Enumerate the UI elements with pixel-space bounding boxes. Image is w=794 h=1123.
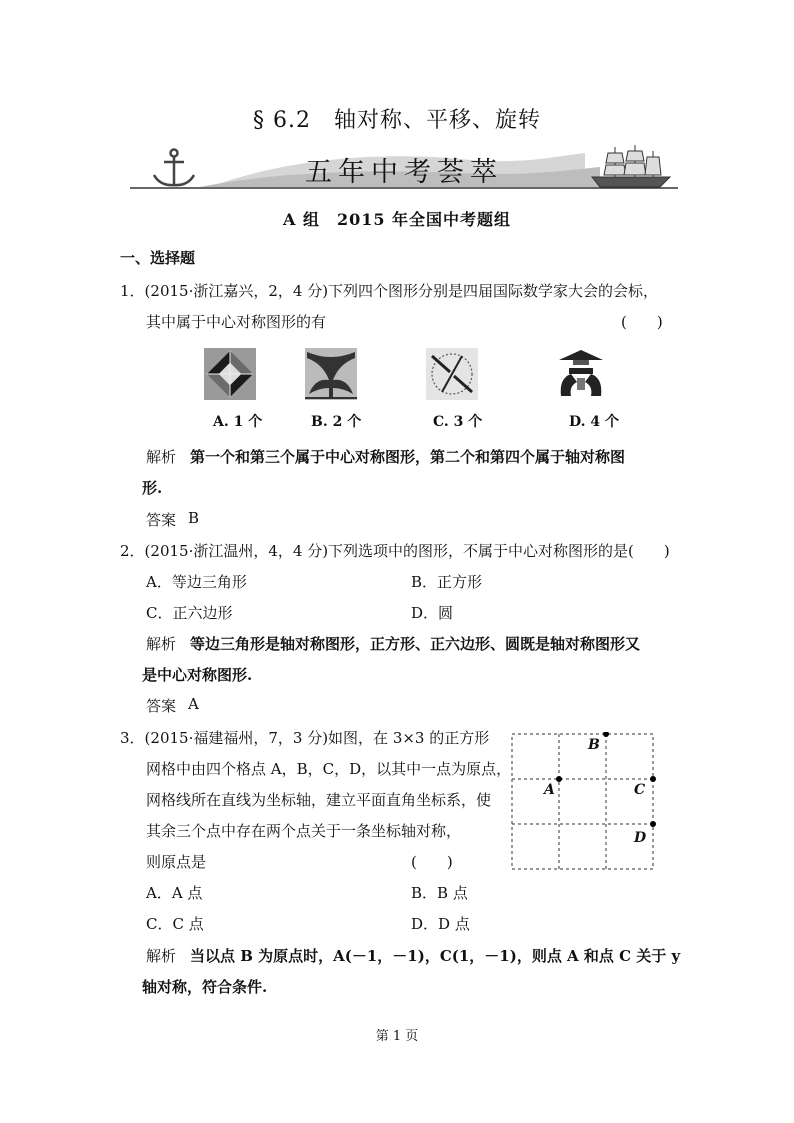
q2-option-d: D．圆 — [411, 604, 454, 622]
point-c — [650, 776, 656, 782]
q1-answer-value: B — [188, 509, 200, 527]
point-a — [556, 776, 562, 782]
q2-answer-value: A — [188, 695, 199, 713]
q3-option-d: D．D 点 — [411, 915, 470, 933]
q1-option-b: B. 2 个 — [311, 414, 362, 430]
logo-1-icon — [204, 348, 256, 400]
q2-analysis-line2: 是中心对称图形. — [142, 666, 253, 684]
q1-option-d: D. 4 个 — [569, 414, 620, 430]
q2-answer-label: 答案 — [146, 697, 177, 715]
q3-option-c: C．C 点 — [146, 915, 204, 933]
q1-analysis-line2: 形. — [142, 479, 163, 497]
q2-analysis-label: 解析 — [146, 635, 177, 653]
q3-grid — [510, 732, 656, 872]
q2-option-a: A．等边三角形 — [146, 573, 247, 591]
part-title: 一、选择题 — [120, 249, 196, 267]
q3-stem-line5: 则原点是 — [146, 853, 207, 871]
banner — [130, 143, 678, 193]
page-footer: 第 1 页 — [375, 1029, 419, 1044]
point-d-label: D — [634, 830, 647, 846]
logo-4-icon — [555, 348, 607, 400]
logo-2-icon — [305, 348, 357, 400]
point-b — [603, 732, 609, 737]
q2-analysis-line1: 等边三角形是轴对称图形，正方形、正六边形、圆既是轴对称图形又 — [190, 635, 641, 653]
q3-analysis-line2: 轴对称，符合条件. — [142, 978, 268, 996]
q3-answer-paren: ( ) — [411, 853, 453, 871]
point-d — [650, 821, 656, 827]
group-title: A 组 2015 年全国中考题组 — [282, 210, 512, 229]
q2-option-b: B．正方形 — [411, 573, 483, 591]
q1-answer-paren: ( ) — [621, 313, 663, 331]
q1-stem-line2: 其中属于中心对称图形的有 — [146, 313, 327, 331]
q3-stem-line2: 网格中由四个格点 A，B，C，D，以其中一点为原点， — [146, 760, 512, 778]
q3-stem-line1: 3．(2015·福建福州，7，3 分)如图，在 3×3 的正方形 — [120, 729, 490, 747]
q3-analysis-label: 解析 — [146, 947, 177, 965]
q3-stem-line4: 其余三个点中存在两个点关于一条坐标轴对称， — [146, 822, 462, 840]
q3-option-a: A．A 点 — [146, 884, 203, 902]
logo-3-icon — [426, 348, 478, 400]
q3-analysis-line1: 当以点 B 为原点时，A(－1，－1)，C(1，－1)，则点 A 和点 C 关于 y — [190, 947, 681, 965]
q2-stem: 2．(2015·浙江温州，4，4 分)下列选项中的图形，不属于中心对称图形的是( ) — [120, 542, 670, 560]
q1-analysis-label: 解析 — [146, 448, 177, 466]
q1-option-a: A. 1 个 — [213, 414, 263, 430]
q3-stem-line3: 网格线所在直线为坐标轴，建立平面直角坐标系，使 — [146, 791, 492, 809]
q1-analysis-line1: 第一个和第三个属于中心对称图形，第二个和第四个属于轴对称图 — [190, 448, 626, 466]
point-c-label: C — [634, 782, 646, 798]
q1-option-c: C. 3 个 — [433, 414, 483, 430]
q1-stem-line1: 1．(2015·浙江嘉兴，2，4 分)下列四个图形分别是四届国际数学家大会的会标， — [120, 282, 659, 300]
section-title: § 6.2 轴对称、平移、旋转 — [253, 108, 541, 133]
q2-option-c: C．正六边形 — [146, 604, 233, 622]
q3-grid-figure — [510, 732, 656, 872]
point-b-label: B — [588, 737, 600, 753]
point-a-label: A — [544, 782, 555, 798]
q3-option-b: B．B 点 — [411, 884, 468, 902]
q1-answer-label: 答案 — [146, 511, 177, 529]
banner-title: 五年中考荟萃 — [305, 157, 503, 188]
